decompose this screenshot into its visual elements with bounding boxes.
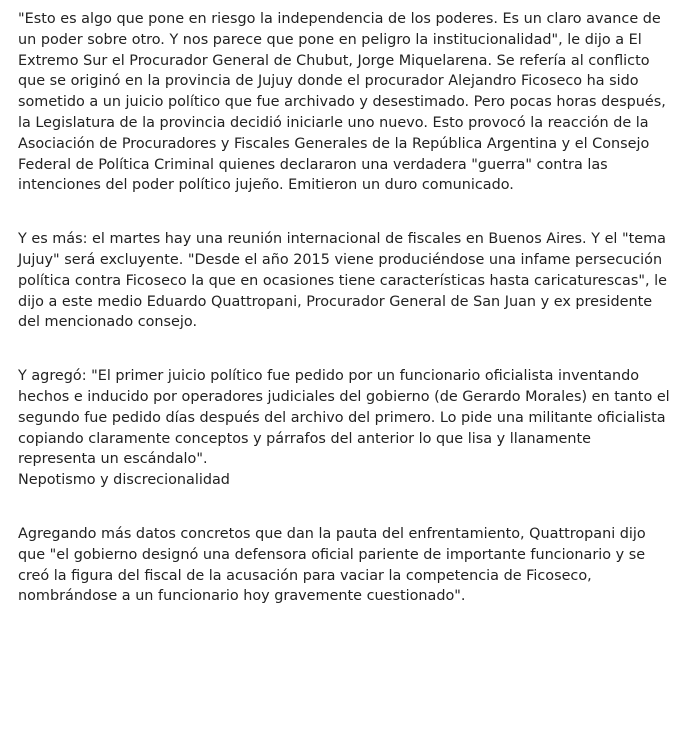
article-paragraph-3: Y agregó: "El primer juicio político fue pedido por un funcionario oficialista inventando hechos e inducido por operadores judiciales del gobierno (de Gerardo Morales) en tanto el segundo fue pedido días después del archivo del primero. Lo pide una militante oficialista copiando claramente conceptos y párrafos del anterior lo que lisa y llanamente representa un escándalo". [18, 368, 670, 468]
article-paragraph-4: Agregando más datos concretos que dan la pauta del enfrentamiento, Quattropani dijo que "el gobierno designó una defensora oficial pariente de importante funcionario y se creó la figura del fiscal de la acusación para vaciar la competencia de Ficoseco, nombrándose a un funcionario hoy gravemente cuestionado". [18, 525, 646, 605]
article-paragraph-1: "Esto es algo que pone en riesgo la independencia de los poderes. Es un claro avance de un poder sobre otro. Y nos parece que pone en peligro la institucionalidad", le dijo a El Extremo Sur el Procurador General de Chubut, Jorge Miquelarena. Se refería al conflicto que se originó en la provincia de Jujuy donde el procurador Alejandro Ficoseco ha sido sometido a un juicio político que fue archivado y desestimado. Pero pocas horas después, la Legislatura de la provincia decidió iniciarle uno nuevo. Esto provocó la reacción de la Asociación de Procuradores y Fiscales Generales de la República Argentina y el Consejo Federal de Política Criminal quienes declararon una verdadera "guerra" contra las intenciones del poder político jujeño. Emitieron un duro comunicado. [18, 11, 666, 194]
article-subheading: Nepotismo y discrecionalidad [18, 472, 230, 489]
article-paragraph-2: Y es más: el martes hay una reunión internacional de fiscales en Buenos Aires. Y el "tema Jujuy" será excluyente. "Desde el año 2015 viene produciéndose una infame persecución política contra Ficoseco la que en ocasiones tiene características hasta caricaturescas", le dijo a este medio Eduardo Quattropani, Procurador General de San Juan y ex presidente del mencionado consejo. [18, 231, 667, 331]
